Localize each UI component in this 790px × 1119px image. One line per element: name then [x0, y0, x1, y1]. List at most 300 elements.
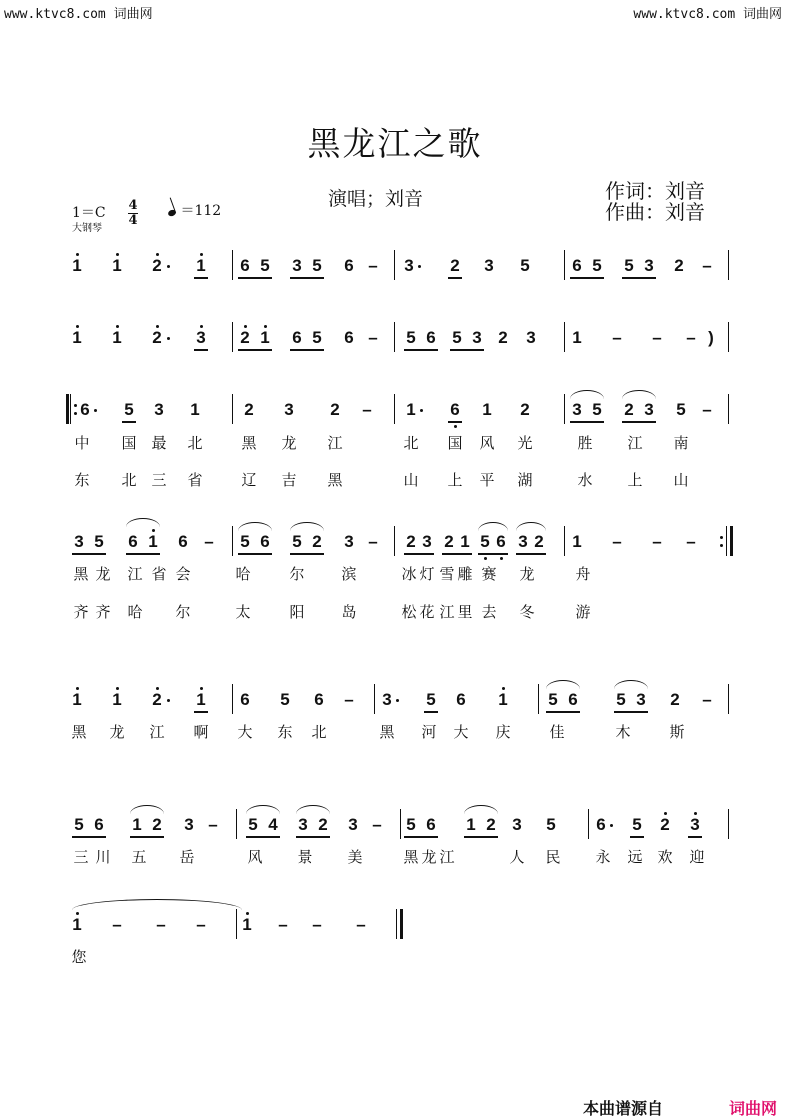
bar-line: [236, 909, 237, 939]
note-digit: 1: [132, 815, 142, 834]
sustain-dash: –: [368, 328, 378, 347]
sustain-dash: –: [612, 532, 622, 551]
note-digit: 3: [348, 815, 358, 834]
note-digit: 1: [572, 532, 582, 551]
slur-arc: [622, 390, 656, 399]
note-digit: 5: [616, 690, 626, 709]
lyric-char: 尔: [289, 565, 305, 583]
lyric-char: 风: [479, 434, 495, 452]
note-digit: 1: [466, 815, 476, 834]
octave-or-dot-mark: [74, 404, 77, 407]
lyric-char: 灯: [419, 565, 435, 583]
lyric-char: 山: [673, 471, 689, 489]
sustain-dash: –: [652, 532, 662, 551]
lyric-char: 松: [401, 603, 417, 621]
bar-line: [66, 394, 69, 424]
bar-line: [232, 322, 233, 352]
lyric-char: 龙: [109, 723, 125, 741]
note-digit: 5: [94, 532, 104, 551]
lyricist: 作词：刘音: [605, 179, 705, 203]
note-digit: 3: [644, 256, 654, 275]
beam-underline: [290, 553, 324, 555]
bar-line: [232, 250, 233, 280]
beam-underline: [622, 421, 656, 423]
beam-underline: [448, 421, 462, 423]
sustain-dash: –: [156, 915, 166, 934]
note-digit: 5: [592, 400, 602, 419]
note-digit: 3: [526, 328, 536, 347]
lyrics-row-3-verse-2: [70, 469, 738, 489]
bar-line: [394, 250, 395, 280]
bar-line: [728, 809, 729, 839]
note-digit: 3: [572, 400, 582, 419]
slur-arc: [130, 805, 164, 814]
note-digit: 1: [572, 328, 582, 347]
note-digit: 6: [596, 815, 606, 834]
note-digit: 6: [568, 690, 578, 709]
sustain-dash: –: [356, 915, 366, 934]
lyric-char: 黑: [327, 471, 343, 489]
bar-line: [730, 526, 733, 556]
note-digit: 4: [268, 815, 278, 834]
lyric-char: 南: [673, 434, 689, 452]
note-digit: 5: [312, 328, 322, 347]
bar-line: [726, 526, 727, 556]
octave-or-dot-mark: [156, 325, 159, 328]
note-digit: 2: [444, 532, 454, 551]
sustain-dash: –: [368, 532, 378, 551]
note-digit: 6: [80, 400, 90, 419]
octave-or-dot-mark: [116, 253, 119, 256]
lyric-char: 湖: [517, 471, 533, 489]
note-digit: 1: [72, 256, 82, 275]
beam-underline: [238, 553, 272, 555]
song-title: 黑龙江之歌: [307, 124, 483, 163]
bar-line: [232, 526, 233, 556]
lyric-char: 花: [419, 603, 435, 621]
note-digit: 1: [406, 400, 416, 419]
note-digit: 5: [280, 690, 290, 709]
bar-line: [728, 322, 729, 352]
octave-or-dot-mark: [694, 812, 697, 815]
note-digit: 2: [450, 256, 460, 275]
lyric-char: 黑: [71, 723, 87, 741]
lyric-char: 国: [447, 434, 463, 452]
note-digit: 5: [426, 690, 436, 709]
note-digit: 3: [292, 256, 302, 275]
octave-or-dot-mark: [720, 544, 723, 547]
octave-or-dot-mark: [116, 687, 119, 690]
note-digit: 6: [314, 690, 324, 709]
sustain-dash: –: [208, 815, 218, 834]
octave-or-dot-mark: [396, 699, 399, 702]
lyric-char: 平: [479, 471, 495, 489]
octave-or-dot-mark: [167, 265, 170, 268]
note-digit: 3: [298, 815, 308, 834]
bar-line: [400, 809, 401, 839]
lyric-char: 齐: [73, 603, 89, 621]
note-digit: 2: [624, 400, 634, 419]
lyric-char: 阳: [289, 603, 305, 621]
lyrics-row-7-verse-1: [70, 946, 738, 966]
note-digit: 2: [674, 256, 684, 275]
bar-line: [728, 684, 729, 714]
note-digit: 5: [546, 815, 556, 834]
note-digit: 1: [460, 532, 470, 551]
bar-line: [394, 526, 395, 556]
lyric-char: 吉: [281, 471, 297, 489]
bar-line: [564, 322, 565, 352]
bar-line: [70, 394, 71, 424]
lyric-char: 里: [457, 603, 473, 621]
note-digit: 1: [190, 400, 200, 419]
octave-or-dot-mark: [156, 253, 159, 256]
slur-arc: [246, 805, 280, 814]
sustain-dash: –: [344, 690, 354, 709]
note-digit: 2: [240, 328, 250, 347]
lyric-char: 黑: [403, 848, 419, 866]
note-digit: 1: [482, 400, 492, 419]
note-digit: 6: [240, 690, 250, 709]
lyric-char: 上: [627, 471, 643, 489]
note-digit: 5: [452, 328, 462, 347]
sustain-dash: –: [686, 328, 696, 347]
note-digit: 3: [518, 532, 528, 551]
time-signature-top: 4: [128, 198, 138, 213]
slur-arc: [614, 680, 648, 689]
singer: 演唱；刘音: [328, 188, 424, 210]
lyric-char: 江: [127, 565, 143, 583]
beam-underline: [630, 836, 644, 838]
octave-or-dot-mark: [156, 687, 159, 690]
octave-or-dot-mark: [200, 253, 203, 256]
beam-underline: [404, 349, 438, 351]
slur-arc: [72, 899, 242, 910]
note-digit: 5: [480, 532, 490, 551]
note-digit: 2: [152, 690, 162, 709]
lyric-char: 岳: [179, 848, 195, 866]
bar-line: [232, 394, 233, 424]
octave-or-dot-mark: [76, 687, 79, 690]
watermark-right: www.ktvc8.com 词曲网: [633, 7, 782, 22]
note-digit: 2: [406, 532, 416, 551]
beam-underline: [238, 349, 272, 351]
octave-or-dot-mark: [264, 325, 267, 328]
octave-or-dot-mark: [167, 337, 170, 340]
lyric-char: 五: [131, 848, 147, 866]
beam-underline: [246, 836, 280, 838]
instrument-label: 大钢琴: [72, 223, 102, 234]
octave-or-dot-mark: [420, 409, 423, 412]
note-digit: 6: [240, 256, 250, 275]
note-digit: 6: [178, 532, 188, 551]
beam-underline: [72, 836, 106, 838]
octave-or-dot-mark: [454, 425, 457, 428]
note-digit: 2: [330, 400, 340, 419]
note-digit: 5: [312, 256, 322, 275]
slur-arc: [516, 522, 546, 531]
lyric-char: 胜: [577, 434, 593, 452]
octave-or-dot-mark: [94, 409, 97, 412]
sustain-dash: –: [686, 532, 696, 551]
lyric-char: 光: [517, 434, 533, 452]
lyric-char: 斯: [669, 723, 685, 741]
note-digit: 2: [152, 815, 162, 834]
note-digit: 5: [260, 256, 270, 275]
octave-or-dot-mark: [76, 325, 79, 328]
note-digit: 5: [592, 256, 602, 275]
lyric-char: 北: [403, 434, 419, 452]
note-digit: 1: [112, 328, 122, 347]
note-digit: 1: [196, 690, 206, 709]
beam-underline: [442, 553, 472, 555]
note-digit: 6: [128, 532, 138, 551]
lyric-char: 雕: [457, 565, 473, 583]
note-digit: 1: [196, 256, 206, 275]
sustain-dash: –: [372, 815, 382, 834]
lyric-char: 山: [403, 471, 419, 489]
note-digit: 5: [124, 400, 134, 419]
note-digit: 2: [318, 815, 328, 834]
note-digit: 2: [312, 532, 322, 551]
lyric-char: 哈: [235, 565, 251, 583]
lyric-char: 黑: [241, 434, 257, 452]
lyric-char: 迎: [689, 848, 705, 866]
lyric-char: 龙: [519, 565, 535, 583]
note-digit: 2: [152, 328, 162, 347]
time-signature: [128, 199, 138, 228]
note-digit: 1: [112, 690, 122, 709]
beam-underline: [570, 421, 604, 423]
octave-or-dot-mark: [664, 812, 667, 815]
lyric-char: 龙: [421, 848, 437, 866]
beam-underline: [122, 421, 136, 423]
note-digit: 6: [292, 328, 302, 347]
beam-underline: [290, 277, 324, 279]
lyric-char: 江: [439, 848, 455, 866]
sustain-dash: –: [702, 256, 712, 275]
bar-line: [232, 684, 233, 714]
octave-or-dot-mark: [502, 687, 505, 690]
slur-arc: [290, 522, 324, 531]
note-digit: 6: [496, 532, 506, 551]
lyric-char: 舟: [575, 565, 591, 583]
lyric-char: 辽: [241, 471, 257, 489]
lyric-char: 北: [121, 471, 137, 489]
note-digit: 5: [632, 815, 642, 834]
sustain-dash: –: [278, 915, 288, 934]
lyric-char: 省: [187, 471, 203, 489]
octave-or-dot-mark: [244, 325, 247, 328]
bar-line: [728, 250, 729, 280]
beam-underline: [424, 711, 438, 713]
note-digit: 3: [154, 400, 164, 419]
bar-line: [538, 684, 539, 714]
octave-or-dot-mark: [116, 325, 119, 328]
sustain-dash: –: [702, 690, 712, 709]
beam-underline: [478, 553, 508, 555]
lyric-char: 哈: [127, 603, 143, 621]
sustain-dash: –: [196, 915, 206, 934]
beam-underline: [296, 836, 330, 838]
octave-or-dot-mark: [152, 529, 155, 532]
note-digit: 5: [292, 532, 302, 551]
lyric-char: 河: [421, 723, 437, 741]
beam-underline: [404, 553, 434, 555]
sustain-dash: –: [112, 915, 122, 934]
bar-line: [564, 526, 565, 556]
bar-line: [374, 684, 375, 714]
note-digit: 3: [636, 690, 646, 709]
beam-underline: [290, 349, 324, 351]
tempo-value: ＝112: [180, 203, 222, 219]
lyric-char: 大: [453, 723, 469, 741]
note-digit: 2: [660, 815, 670, 834]
slur-arc: [126, 518, 160, 527]
composer: 作曲：刘音: [605, 200, 705, 224]
beam-underline: [72, 553, 106, 555]
lyric-char: 您: [71, 948, 87, 966]
note-digit: 6: [572, 256, 582, 275]
note-digit: 1: [242, 915, 252, 934]
note-digit: 2: [498, 328, 508, 347]
note-digit: 5: [406, 328, 416, 347]
note-digit: 5: [624, 256, 634, 275]
lyric-char: 永: [595, 848, 611, 866]
octave-or-dot-mark: [610, 824, 613, 827]
lyric-char: 赛: [481, 565, 497, 583]
lyric-char: 东: [74, 471, 90, 489]
note-digit: 2: [670, 690, 680, 709]
beam-underline: [688, 836, 702, 838]
lyric-char: 大: [237, 723, 253, 741]
note-digit: 2: [520, 400, 530, 419]
note-digit: 6: [450, 400, 460, 419]
lyric-char: 欢: [657, 848, 673, 866]
bar-line: [394, 394, 395, 424]
lyric-char: 滨: [341, 565, 357, 583]
note-digit: 3: [74, 532, 84, 551]
octave-or-dot-mark: [76, 912, 79, 915]
beam-underline: [570, 277, 604, 279]
sustain-dash: –: [204, 532, 214, 551]
note-digit: 3: [512, 815, 522, 834]
lyric-char: 北: [311, 723, 327, 741]
lyrics-row-3-verse-1: [70, 432, 738, 452]
footer-source: 本曲谱源自: [583, 1099, 664, 1118]
beam-underline: [194, 277, 208, 279]
lyric-char: 景: [297, 848, 313, 866]
note-digit: 6: [260, 532, 270, 551]
note-digit: 5: [74, 815, 84, 834]
beam-underline: [404, 836, 438, 838]
sustain-dash: –: [368, 256, 378, 275]
slur-arc: [546, 680, 580, 689]
lyrics-row-4-verse-1: [70, 563, 738, 583]
note-digit: 2: [486, 815, 496, 834]
lyric-char: 会: [175, 565, 191, 583]
octave-or-dot-mark: [720, 536, 723, 539]
note-digit: 6: [344, 256, 354, 275]
note-digit: 1: [148, 532, 158, 551]
slur-arc: [570, 390, 604, 399]
beam-underline: [238, 277, 272, 279]
sustain-dash: –: [702, 400, 712, 419]
lyric-char: 中: [74, 434, 90, 452]
octave-or-dot-mark: [200, 325, 203, 328]
beam-underline: [546, 711, 580, 713]
note-digit: 1: [498, 690, 508, 709]
bar-line: [396, 909, 397, 939]
lyric-char: 风: [247, 848, 263, 866]
note-digit: 1: [112, 256, 122, 275]
lyric-char: 啊: [193, 723, 209, 741]
lyric-char: 去: [481, 603, 497, 621]
note-digit: 6: [426, 328, 436, 347]
note-digit: 5: [248, 815, 258, 834]
beam-underline: [622, 277, 656, 279]
octave-or-dot-mark: [246, 912, 249, 915]
lyric-char: 省: [151, 565, 167, 583]
octave-or-dot-mark: [418, 265, 421, 268]
lyric-char: 最: [151, 434, 167, 452]
beam-underline: [126, 553, 160, 555]
lyric-char: 水: [577, 471, 593, 489]
note-digit: 6: [426, 815, 436, 834]
score-row-2: [70, 328, 738, 368]
octave-or-dot-mark: [74, 412, 77, 415]
lyric-char: 岛: [341, 603, 357, 621]
note-digit: 3: [644, 400, 654, 419]
bar-line: [564, 250, 565, 280]
note-digit: 5: [548, 690, 558, 709]
note-digit: 5: [520, 256, 530, 275]
note-digit: 2: [534, 532, 544, 551]
slur-arc: [478, 522, 508, 531]
note-digit: 2: [244, 400, 254, 419]
lyric-char: 齐: [95, 603, 111, 621]
score-row-1: [70, 256, 738, 296]
slur-arc: [296, 805, 330, 814]
lyric-char: 雪: [439, 565, 455, 583]
lyric-char: 庆: [495, 723, 511, 741]
bar-line: [588, 809, 589, 839]
lyrics-row-5-verse-1: [70, 721, 738, 741]
lyric-char: 佳: [549, 723, 565, 741]
lyric-char: 木: [615, 723, 631, 741]
footer-logo: 词曲网: [729, 1099, 778, 1118]
note-digit: 1: [72, 915, 82, 934]
note-digit: 5: [676, 400, 686, 419]
beam-underline: [448, 277, 462, 279]
lyric-char: 游: [575, 603, 591, 621]
sustain-dash: –: [312, 915, 322, 934]
lyric-char: 北: [187, 434, 203, 452]
note-digit: 3: [344, 532, 354, 551]
lyric-char: 东: [277, 723, 293, 741]
lyric-char: 冬: [519, 603, 535, 621]
lyric-char: 冰: [401, 565, 417, 583]
octave-or-dot-mark: [76, 253, 79, 256]
lyric-char: 国: [121, 434, 137, 452]
bar-line: [728, 394, 729, 424]
note-digit: 6: [94, 815, 104, 834]
lyric-char: 黑: [73, 565, 89, 583]
lyric-char: 美: [347, 848, 363, 866]
note-digit: 3: [484, 256, 494, 275]
lyric-char: 民: [545, 848, 561, 866]
note-digit: 3: [472, 328, 482, 347]
